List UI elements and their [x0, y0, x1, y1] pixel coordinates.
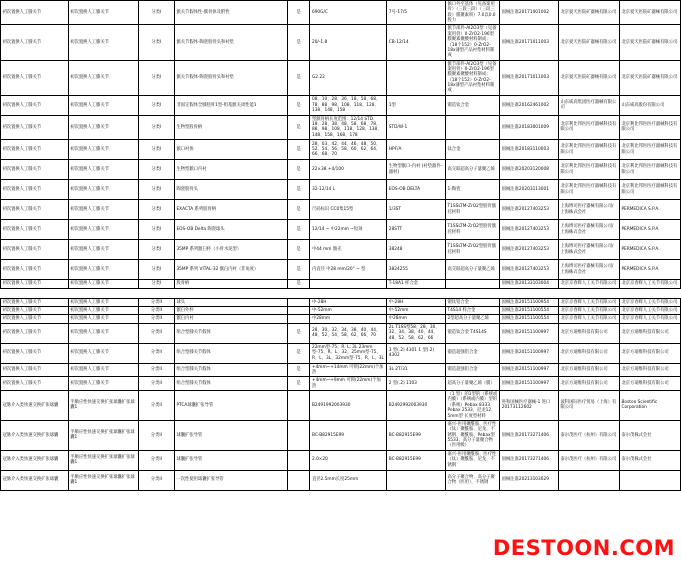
cell-level: 分类II — [138, 323, 174, 343]
cell-spec: 35MP 系列髌臼杯（小骨水泥型） — [174, 240, 287, 260]
cell-material: T1SSLTM-ZrO2型股骨髌托材料 — [446, 240, 500, 260]
table-row[interactable] — [1, 280, 681, 288]
cell-registration: 国械注准20203113001 — [500, 180, 559, 200]
cell-address: Boston Scientific Corporation — [619, 391, 680, 421]
cell-flag: 是 — [287, 115, 310, 139]
cell-company: 山东威高集团医疗器械有限公司 — [558, 95, 619, 115]
cell-company: 北京京春辉人工关节有限公司 — [558, 298, 619, 306]
cell-level: 分类II — [138, 363, 174, 377]
cell-company: 北京利比邦医医疗器械科技有限公司 — [558, 115, 619, 139]
cell-size: 38248 — [387, 240, 446, 260]
cell-registration: 国械注准20151100997 — [500, 363, 559, 377]
cell-address: 北京利比邦医医疗器械科技有限公司 — [619, 160, 680, 180]
cell-address: 北京爱天医院矿器械有限公司 — [619, 1, 680, 25]
cell-product-name: 初次置换人工膝关节 — [1, 298, 69, 306]
table-row[interactable] — [1, 363, 681, 377]
cell-size: CB-12/14 — [387, 25, 446, 60]
cell-registration: 国械注准20183001009 — [500, 115, 559, 139]
cell-category: 半顺应性快速交换扩张球囊扩张球囊1 — [68, 450, 138, 470]
table-row[interactable] — [1, 343, 681, 363]
cell-company: 北京方迪维科技有限公司 — [558, 343, 619, 363]
cell-product-name: 初次置换人工膝关节 — [1, 323, 69, 343]
cell-model: 中28mm — [310, 315, 387, 323]
cell-category: 初次置换人工膝关节 — [68, 220, 138, 240]
cell-address: 山东威高股份有限公司 — [619, 95, 680, 115]
cell-model: 08、10、28、36、18、58、68、78、88、98、108、118、128、138、148、158 — [310, 95, 387, 115]
cell-level: 分类I — [138, 280, 174, 288]
cell-company: 北京方迪维科技有限公司 — [558, 323, 619, 343]
cell-model: BC-B82915E99 — [310, 420, 387, 450]
cell-registration: 国械注准20127403253 — [500, 240, 559, 260]
cell-registration: 国械注准20213103029 — [500, 470, 559, 490]
cell-address: 北京方迪维科技有限公司 — [619, 343, 680, 363]
cell-material: 髌节部件-Al2O3型（见备案用骨）0-ZrO2-196型膜聚素聚酸材料制成；（18个152）0-ZrO2-18x薄型产品衬垫材料制成 — [446, 25, 500, 60]
cell-model — [310, 280, 387, 288]
cell-product-name: 初次置换人工膝关节 — [1, 260, 69, 280]
cell-registration: 国械注准20151100997 — [500, 323, 559, 343]
cell-size: 3L 2T/31 — [387, 363, 446, 377]
cell-registration: 国械注准20162461002 — [500, 95, 559, 115]
cell-category: 初次置换人工膝关节 — [68, 115, 138, 139]
cell-flag — [287, 420, 310, 450]
cell-product-name: 初次置换人工膝关节 — [1, 280, 69, 288]
table-row[interactable] — [1, 220, 681, 240]
cell-category: 初次置换人工膝关节 — [68, 363, 138, 377]
cell-size: 2L T1SS型58、28、30、32、34、38、40、44、48、52、58、62、66 — [387, 323, 446, 343]
cell-address: PERMEDICA S.P.A. — [619, 260, 680, 280]
cell-model: +4mm~+14mm 可锁(22mm)个加热 — [310, 363, 387, 377]
cell-spec: EOS-OB Delta 陶瓷球头 — [174, 220, 287, 240]
cell-company: 北京爱天医院矿器械有限公司 — [558, 1, 619, 25]
cell-category: 初次置换人工膝关节 — [68, 260, 138, 280]
table-row[interactable] — [1, 260, 681, 280]
cell-flag — [287, 450, 310, 470]
cell-category: 初次置换人工膝关节 — [68, 25, 138, 60]
table-row[interactable] — [1, 180, 681, 200]
cell-address: 北京京春辉人工关节有限公司 — [619, 306, 680, 314]
cell-material — [446, 280, 500, 288]
cell-level: 分类II — [138, 315, 174, 323]
cell-product-name: 冠脉介入类快速交换扩张球囊 — [1, 420, 69, 450]
cell-spec: 组合型膝关节假体 — [174, 343, 287, 363]
cell-product-name: 冠脉介入类快速交换扩张球囊 — [1, 391, 69, 421]
cell-material: 高交联超高分子量聚乙烯 — [446, 260, 500, 280]
cell-registration: 国械注准20151100997 — [500, 343, 559, 363]
cell-company: 波科国际医疗贸易（上海）有限公司 — [558, 391, 619, 421]
cell-category: 初次置换人工膝关节 — [68, 280, 138, 288]
cell-material: T1SSLTM-ZrO2型股骨髌托材料 — [446, 200, 500, 220]
cell-model: 28、30、32、34、38、40、44、48、52、54、58、62、66、70 — [310, 323, 387, 343]
cell-company: 上海博司医疗器械有限公司/上海株式会社 — [558, 240, 619, 260]
table-row[interactable] — [1, 306, 681, 314]
cell-category: 初次置换人工膝关节 — [68, 377, 138, 391]
cell-product-name: 初次置换人工膝关节 — [1, 240, 69, 260]
cell-product-name: 初次置换人工膝关节 — [1, 95, 69, 115]
table-block-separator — [0, 289, 681, 298]
cell-spec: 一次性使用球囊扩张导管 — [174, 470, 287, 490]
cell-level: 分类I — [138, 25, 174, 60]
table-row[interactable] — [1, 115, 681, 139]
cell-address: 北京方迪维科技有限公司 — [619, 377, 680, 391]
cell-product-name: 初次置换人工膝关节 — [1, 315, 69, 323]
cell-flag: 是 — [287, 377, 310, 391]
cell-product-name: 冠脉介入类快速交换扩张球囊 — [1, 450, 69, 470]
cell-product-name: 冠脉介入类快速交换扩张球囊 — [1, 470, 69, 490]
cell-company: 北京利比邦医医疗器械科技有限公司 — [558, 180, 619, 200]
cell-address: 北京方迪维科技有限公司 — [619, 363, 680, 377]
cell-spec: 髌关节假体性-髌骨体及附性 — [174, 1, 287, 25]
cell-address: PERMEDICA S.P.A. — [619, 240, 680, 260]
cell-material: 髌口外至基体（见备案用骨）（三段三段）（三段三段）膜聚素积）7.0以0.0股力 — [446, 1, 500, 25]
cell-spec: 非固定假体全膝胫骨1型-组基髌关闭性能1 — [174, 95, 287, 115]
cell-material: 钛合金 — [446, 140, 500, 160]
cell-flag: 是 — [287, 95, 310, 115]
cell-model: 内直径 中28 mm/20° ~ 型 — [310, 260, 387, 280]
cell-company: 北京利比邦医医疗器械科技有限公司 — [558, 140, 619, 160]
cell-registration: 进和国械医疗器械-1 进口20173112602 — [500, 391, 559, 421]
cell-spec: 球囊扩张导管 — [174, 420, 287, 450]
cell-category: 初次置换人工膝关节 — [68, 240, 138, 260]
cell-level: 分类I — [138, 140, 174, 160]
cell-size: BC-B82915E99 — [387, 420, 446, 450]
cell-address: 泰尔茂株式会社 — [619, 420, 680, 450]
cell-level: 分类I — [138, 1, 174, 25]
cell-product-name: 初次置换人工膝关节 — [1, 343, 69, 363]
cell-model: B2491992003930 — [310, 391, 387, 421]
cell-company: 北京方迪维科技有限公司 — [558, 363, 619, 377]
cell-material: 超高分子量聚乙烯（膜） — [446, 377, 500, 391]
cell-registration: 国械注准20133103004 — [500, 280, 559, 288]
table-row[interactable] — [1, 450, 681, 470]
cell-model: 中-52mm — [310, 306, 387, 314]
cell-company: 泰尔茂医疗（杭州）有限公司 — [558, 450, 619, 470]
cell-flag — [287, 298, 310, 306]
cell-model: 中44 mm 髌壳 — [310, 240, 387, 260]
cell-category: 初次置换人工膝关节 — [68, 323, 138, 343]
cell-model: +4mm~+9mm 可锁(22mm)个加热 — [310, 377, 387, 391]
cell-category: 半顺应性快速交换扩张球囊扩张球囊1 — [68, 420, 138, 450]
cell-spec: 生物型髌口内衬 — [174, 160, 287, 180]
cell-address: 北京利比邦医医疗器械科技有限公司 — [619, 180, 680, 200]
cell-level: 分类II — [138, 450, 174, 470]
cell-spec: 球头 — [174, 298, 287, 306]
cell-company: 上海博司医疗器械有限公司/上海株式会社 — [558, 200, 619, 220]
cell-flag: 是 — [287, 323, 310, 343]
cell-size: EOS-OB DELTA — [387, 180, 446, 200]
cell-flag — [287, 391, 310, 421]
cell-size: 中-28H — [387, 298, 446, 306]
cell-category: 初次置换人工膝关节 — [68, 343, 138, 363]
cell-level: 分类I — [138, 260, 174, 280]
cell-category: 初次置换人工膝关节 — [68, 160, 138, 180]
cell-material: 嘉兴-医用聚酰胺、医疗性（钛）聚酰胺、尼龙、不锈钢、聚酰胺、Pebax型5533；高分子量聚合物（医用级） — [446, 420, 500, 450]
table-row[interactable] — [1, 377, 681, 391]
cell-registration: 国械注准20127403253 — [500, 220, 559, 240]
cell-size: 3 型(.2) 4301 1 型(.2) 4302 — [387, 343, 446, 363]
cell-registration: 国械注准20173271406 — [500, 420, 559, 450]
cell-registration: 国械注准20203120008 — [500, 160, 559, 180]
cell-level: 分类I — [138, 180, 174, 200]
cell-flag — [287, 315, 310, 323]
cell-material: 1-陶瓷 — [446, 180, 500, 200]
cell-company: 北京方迪维科技有限公司 — [558, 377, 619, 391]
cell-spec: PTCA球囊扩张导管 — [174, 391, 287, 421]
cell-product-name: 初次置换人工膝关节 — [1, 377, 69, 391]
cell-spec: 生物型股骨柄 — [174, 115, 287, 139]
cell-material: 锻钛铝合金 — [446, 298, 500, 306]
cell-spec: 组合型膝关节假体 — [174, 363, 287, 377]
cell-material: 高分子聚合物、高分子聚合物（医用）、不锈钢 — [446, 470, 500, 490]
cell-spec: EXACTA 系列股骨柄 — [174, 200, 287, 220]
cell-category: 初次置换人工膝关节 — [68, 60, 138, 95]
cell-level: 分类II — [138, 420, 174, 450]
cell-spec: 35MP 系列 VITAL-32 髌臼内衬（非角度） — [174, 260, 287, 280]
cell-product-name: 初次置换人工膝关节 — [1, 200, 69, 220]
cell-address: 北京京春辉人工关节有限公司 — [619, 298, 680, 306]
cell-flag — [287, 306, 310, 314]
cell-size: 1/3ST — [387, 200, 446, 220]
cell-flag: 是 — [287, 240, 310, 260]
cell-category: 初次置换人工膝关节 — [68, 306, 138, 314]
table-row[interactable] — [1, 25, 681, 60]
cell-spec: 髌口衬体 — [174, 140, 287, 160]
cell-model: 32-12/14 L — [310, 180, 387, 200]
cell-model: 2.0×20 — [310, 450, 387, 470]
cell-size: B2492992003930 — [387, 391, 446, 421]
cell-category: 初次置换人工膝关节 — [68, 315, 138, 323]
cell-size — [387, 470, 446, 490]
cell-product-name: 初次置换人工膝关节 — [1, 25, 69, 60]
cell-size: 1型 — [387, 95, 446, 115]
cell-registration: 国械注准20127403253 — [500, 200, 559, 220]
cell-model: 22mm型-75、R. L. 3L 23mm型-75、R、L、32、25mm型-75、R、L、3L、32mm型-75、R、L、3L — [310, 343, 387, 363]
cell-model: 12/14 ~ 中22mm ~短颈 — [310, 220, 387, 240]
table-body-2 — [1, 298, 681, 490]
cell-product-name: 初次置换人工膝关节 — [1, 1, 69, 25]
cell-level: 分类I — [138, 240, 174, 260]
cell-material: 嘉兴-医用聚酰胺、医疗性（钛）聚酰胺、尼龙、不锈钢 — [446, 450, 500, 470]
cell-level: 分类II — [138, 343, 174, 363]
cell-registration: 国械注准20151100554 — [500, 315, 559, 323]
cell-material: 锻造钛合金 — [446, 95, 500, 115]
cell-flag: 是 — [287, 180, 310, 200]
cell-registration: 国械注准20151100997 — [500, 377, 559, 391]
cell-registration: 国械注准20127403253 — [500, 260, 559, 280]
cell-material: 锻造超强铝合金 — [446, 343, 500, 363]
cell-product-name: 初次置换人工膝关节 — [1, 60, 69, 95]
cell-product-name: 初次置换人工膝关节 — [1, 140, 69, 160]
cell-registration: 国械注准20173271406 — [500, 450, 559, 470]
cell-material: 锻造超强铝合金 — [446, 363, 500, 377]
cell-size: 3824255 — [387, 260, 446, 280]
cell-category: 初次置换人工膝关节 — [68, 1, 138, 25]
cell-size: STD/W-1 — [387, 115, 446, 139]
cell-spec: 组合型膝关节假体 — [174, 377, 287, 391]
cell-spec: 髌臼内衬 — [174, 315, 287, 323]
table-row[interactable] — [1, 140, 681, 160]
cell-company: 北京京春辉人工关节有限公司 — [558, 306, 619, 314]
cell-model: 690G/C — [310, 1, 387, 25]
cell-address: 北京爱天医院矿器械有限公司 — [619, 25, 680, 60]
cell-model: 型髌骨柄长度范围：12/14 STD、18、28、38、48、58、68、78、88、98、108、118、128、138、148、158、168、178 — [310, 115, 387, 139]
cell-material: 2型超高分子量聚乙烯 — [446, 315, 500, 323]
table-row[interactable] — [1, 160, 681, 180]
cell-registration: 国械注准20151100554 — [500, 306, 559, 314]
cell-registration: 国械注准20171011003 — [500, 25, 559, 60]
table-row[interactable] — [1, 420, 681, 450]
cell-level: 分类I — [138, 200, 174, 220]
cell-size: 7号-17/5 — [387, 1, 446, 25]
cell-company: 北京京春辉人工关节有限公司 — [558, 280, 619, 288]
cell-product-name: 初次置换人工膝关节 — [1, 363, 69, 377]
cell-address: PERMEDICA S.P.A. — [619, 200, 680, 220]
cell-address: 北京京春辉人工关节有限公司 — [619, 315, 680, 323]
cell-spec: 髌关节假体-陶瓷股骨头和衬垫 — [174, 60, 287, 95]
cell-company: 上海博司医疗器械有限公司/上海株式会社 — [558, 260, 619, 280]
cell-flag: 是 — [287, 200, 310, 220]
cell-registration: 国械注准20171001002 — [500, 1, 559, 25]
cell-level: 分类II — [138, 306, 174, 314]
table-row[interactable] — [1, 60, 681, 95]
cell-size: 2 型(.2) 1103 — [387, 377, 446, 391]
cell-model: 尺码标识 CC0集15型 — [310, 200, 387, 220]
cell-flag: 是 — [287, 280, 310, 288]
cell-material: T4S14 样合金 — [446, 306, 500, 314]
table-row[interactable] — [1, 391, 681, 421]
cell-category: 半顺应性快速交换扩张球囊扩张球囊1 — [68, 470, 138, 490]
cell-spec: 髌关节假体-陶瓷股骨头和衬垫 — [174, 25, 287, 60]
cell-company — [558, 470, 619, 490]
table-row[interactable] — [1, 1, 681, 25]
cell-flag: 是 — [287, 363, 310, 377]
cell-model: G2.22 — [310, 60, 387, 95]
cell-category: 初次置换人工膝关节 — [68, 180, 138, 200]
cell-spec: 组合型膝关节假体 — [174, 323, 287, 343]
cell-address: 北京京春辉人工关节有限公司 — [619, 280, 680, 288]
cell-flag: 是 — [287, 140, 310, 160]
cell-material: 高交联超高分子量聚乙烯 — [446, 160, 500, 180]
cell-material: （1 型）的1型的（系统或内膜）（系统或内膜）型的（系统）Pebax 8333、Pebax 2533、尼龙12、5mm型 长度型材料 — [446, 391, 500, 421]
cell-category: 初次置换人工膝关节 — [68, 298, 138, 306]
cell-spec: 球囊扩张导管 — [174, 450, 287, 470]
cell-company: 泰尔茂医疗（杭州）有限公司 — [558, 420, 619, 450]
table-row[interactable] — [1, 470, 681, 490]
cell-level: 分类I — [138, 160, 174, 180]
cell-company: 北京京春辉人工关节有限公司 — [558, 315, 619, 323]
cell-category: 初次置换人工膝关节 — [68, 140, 138, 160]
cell-size: BC-B82915E99 — [387, 450, 446, 470]
cell-company: 北京爱天医院矿器械有限公司 — [558, 25, 619, 60]
cell-company: 上海博司医疗器械有限公司/上海株式会社 — [558, 220, 619, 240]
cell-address — [619, 470, 680, 490]
cell-flag: 是 — [287, 343, 310, 363]
watermark-text: DESTOON.COM — [492, 536, 675, 560]
cell-registration: 国械注准20151100954 — [500, 298, 559, 306]
cell-company: 北京利比邦医医疗器械科技有限公司 — [558, 160, 619, 180]
cell-level: 分类II — [138, 298, 174, 306]
cell-company: 北京爱天医院矿器械有限公司 — [558, 60, 619, 95]
cell-product-name: 初次置换人工膝关节 — [1, 306, 69, 314]
cell-spec: 股骨柄 — [174, 280, 287, 288]
cell-flag: 是 — [287, 220, 310, 240]
cell-material — [446, 115, 500, 139]
cell-registration: 国械注准20183110003 — [500, 140, 559, 160]
cell-spec: 陶瓷股骨头 — [174, 180, 287, 200]
cell-product-name: 初次置换人工膝关节 — [1, 180, 69, 200]
cell-registration: 国械注准20171011003 — [500, 60, 559, 95]
cell-product-name: 初次置换人工膝关节 — [1, 160, 69, 180]
cell-size: T-18A1 样合金 — [387, 280, 446, 288]
cell-level: 分类I — [138, 95, 174, 115]
cell-flag: 是 — [287, 160, 310, 180]
cell-model: 20/-1.8 — [310, 25, 387, 60]
cell-model: 28、03、42、44、46、48、50、52、54、56、58、60、62、64、66、68、70 — [310, 140, 387, 160]
cell-category: 初次置换人工膝关节 — [68, 200, 138, 220]
cell-address: 泰尔茂株式会社 — [619, 450, 680, 470]
cell-category: 初次置换人工膝关节 — [68, 95, 138, 115]
cell-size: 28STT — [387, 220, 446, 240]
cell-flag: 是 — [287, 60, 310, 95]
cell-size: 中28mm — [387, 315, 446, 323]
cell-flag: 是 — [287, 25, 310, 60]
cell-address: PERMEDICA S.P.A. — [619, 220, 680, 240]
cell-level: 分类II — [138, 377, 174, 391]
cell-level: 分类I — [138, 115, 174, 139]
cell-category: 半顺应性快速交换扩张球囊扩张球囊1 — [68, 391, 138, 421]
cell-size — [387, 60, 446, 95]
cell-flag: 是 — [287, 260, 310, 280]
cell-size: HPF/A — [387, 140, 446, 160]
cell-flag: 是 — [287, 1, 310, 25]
table-row[interactable] — [1, 323, 681, 343]
cell-spec: 髌臼外杯 — [174, 306, 287, 314]
cell-address: 北京利比邦医医疗器械科技有限公司 — [619, 140, 680, 160]
table-row[interactable] — [1, 240, 681, 260]
cell-model: 直径2.5mm长度25mm — [310, 470, 387, 490]
table-row[interactable] — [1, 200, 681, 220]
cell-product-name: 初次置换人工膝关节 — [1, 220, 69, 240]
cell-address: 北京方迪维科技有限公司 — [619, 323, 680, 343]
cell-model: 22×38 +4/100 — [310, 160, 387, 180]
cell-material: 锻造钛合金 T4S14S — [446, 323, 500, 343]
cell-material: 髌节部件-Al2O3型（见备案用骨）0-ZrO2-196型膜聚素聚酸材料制成；（18个152）0-ZrO2-18x薄型产品衬垫材料制成 — [446, 60, 500, 95]
cell-address: 北京利比邦医医疗器械科技有限公司 — [619, 115, 680, 139]
cell-product-name: 初次置换人工膝关节 — [1, 115, 69, 139]
cell-level: 分类II — [138, 391, 174, 421]
cell-size: 中-52mm — [387, 306, 446, 314]
table-row[interactable] — [1, 315, 681, 323]
cell-size: 生物型髌口-内衬 (衬垫器件-器材) — [387, 160, 446, 180]
medical-device-table-block-2 — [0, 298, 681, 491]
cell-level: 分类I — [138, 60, 174, 95]
table-row[interactable] — [1, 95, 681, 115]
cell-flag — [287, 470, 310, 490]
cell-address: 北京爱天医院矿器械有限公司 — [619, 60, 680, 95]
cell-level: 分类II — [138, 470, 174, 490]
cell-model: 中-28H — [310, 298, 387, 306]
table-body-1 — [1, 1, 681, 289]
cell-material: T1SSLTM-ZrO2型股骨髌托材料 — [446, 220, 500, 240]
table-row[interactable] — [1, 298, 681, 306]
cell-level: 分类I — [138, 220, 174, 240]
